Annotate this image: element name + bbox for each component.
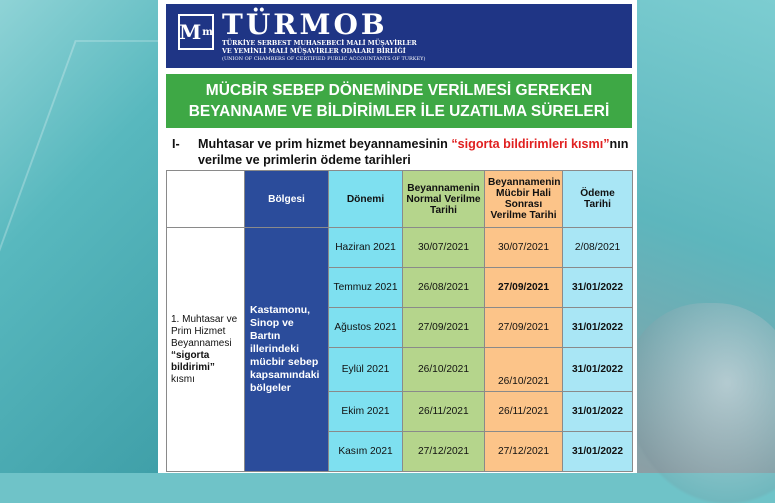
normal-cell: 26/08/2021 <box>403 268 485 308</box>
title-banner <box>166 74 632 128</box>
table-row <box>167 228 633 268</box>
odeme-cell: 31/01/2022 <box>563 308 633 348</box>
intro-highlight: “sigorta bildirimleri kısmı” <box>451 137 610 151</box>
header-donem: Dönemi <box>329 171 403 228</box>
header-odeme: Ödeme Tarihi <box>563 171 633 228</box>
odeme-cell: 31/01/2022 <box>563 432 633 472</box>
deadline-table <box>166 170 633 472</box>
banner-line-2: BEYANNAME VE BİLDİRİMLER İLE UZATILMA SÜRELERİ <box>188 103 610 120</box>
normal-cell: 26/11/2021 <box>403 392 485 432</box>
donem-cell: Ekim 2021 <box>329 392 403 432</box>
mucbir-cell: 27/12/2021 <box>485 432 563 472</box>
item-prefix: 1. Muhtasar ve Prim Hizmet Beyannamesi <box>171 313 238 349</box>
normal-cell: 27/09/2021 <box>403 308 485 348</box>
section-number: I- <box>172 137 180 151</box>
header-blank <box>167 171 245 228</box>
turmob-header <box>166 4 632 68</box>
table-header-row <box>167 171 633 228</box>
document <box>158 0 637 473</box>
header-normal: Beyannamenin Normal Verilme Tarihi <box>403 171 485 228</box>
mucbir-cell: 26/11/2021 <box>485 392 563 432</box>
brand-name: TÜRMOB <box>222 8 388 41</box>
logo-sup: m <box>202 26 213 38</box>
header-mucbir: Beyannamenin Mücbir Hali Sonrası Verilme Tarihi <box>485 171 563 228</box>
normal-cell: 27/12/2021 <box>403 432 485 472</box>
org-line-1: TÜRKİYE SERBEST MUHASEBECİ MALİ MÜŞAVİRLER <box>222 40 417 47</box>
odeme-cell: 31/01/2022 <box>563 348 633 392</box>
donem-cell: Ağustos 2021 <box>329 308 403 348</box>
mucbir-cell: 30/07/2021 <box>485 228 563 268</box>
item-suffix: kısmı <box>171 373 195 385</box>
donem-cell: Eylül 2021 <box>329 348 403 392</box>
intro-text-before: Muhtasar ve prim hizmet beyannamesinin <box>198 137 452 151</box>
background-left <box>0 0 170 473</box>
normal-cell: 30/07/2021 <box>403 228 485 268</box>
section-text <box>198 136 638 168</box>
odeme-cell: 31/01/2022 <box>563 268 633 308</box>
mucbir-cell: 27/09/2021 <box>485 268 563 308</box>
header-bolge: Bölgesi <box>245 171 329 228</box>
turmob-logo-icon <box>178 14 214 50</box>
donem-cell: Temmuz 2021 <box>329 268 403 308</box>
odeme-cell: 31/01/2022 <box>563 392 633 432</box>
org-line-2: VE YEMİNLİ MALİ MÜŞAVİRLER ODALARI BİRLİĞİ <box>222 48 406 55</box>
org-line-3: (UNION OF CHAMBERS OF CERTIFIED PUBLIC ACCOUNTANTS OF TURKEY) <box>222 56 426 62</box>
mucbir-cell: 26/10/2021 <box>485 348 563 392</box>
item-cell <box>167 228 245 472</box>
intro-text-after: nın verilme ve primlerin ödeme tarihleri <box>198 137 629 167</box>
logo-letter: M <box>179 20 202 44</box>
odeme-cell: 2/08/2021 <box>563 228 633 268</box>
donem-cell: Haziran 2021 <box>329 228 403 268</box>
region-cell: Kastamonu, Sinop ve Bartın illerindeki mücbir sebep kapsamındaki bölgeler <box>245 228 329 472</box>
background-right <box>625 0 775 473</box>
item-bold: “sigorta bildirimi” <box>171 349 215 373</box>
background-hand <box>625 303 775 503</box>
mucbir-cell: 27/09/2021 <box>485 308 563 348</box>
normal-cell: 26/10/2021 <box>403 348 485 392</box>
donem-cell: Kasım 2021 <box>329 432 403 472</box>
banner-line-1: MÜCBİR SEBEP DÖNEMİNDE VERİLMESİ GEREKEN <box>205 82 593 99</box>
